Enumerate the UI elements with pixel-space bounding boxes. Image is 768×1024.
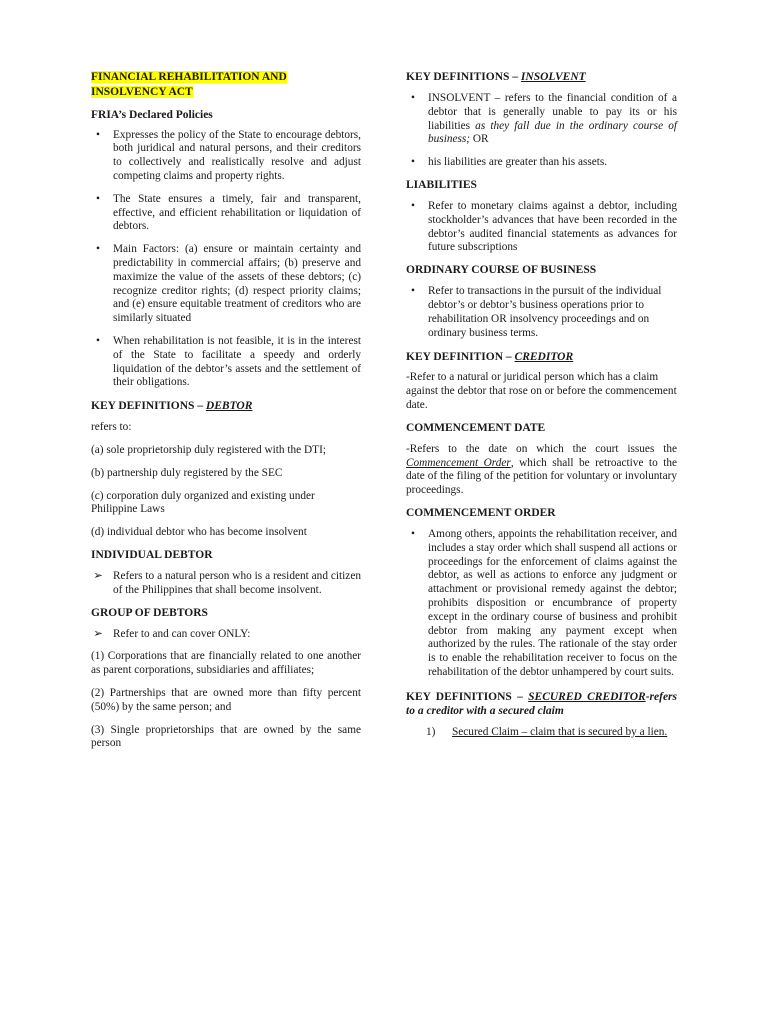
commencement-order-list	[406, 528, 677, 680]
commencement-date-text: -Refers to the date on which the court issues the Commencement Order, which shall be retroactive to the date of the filing of the petition for voluntary or involuntary proceedings.	[406, 442, 677, 497]
commencement-order-heading: COMMENCEMENT ORDER	[406, 506, 556, 519]
secured-creditor-heading: KEY DEFINITIONS – SECURED CREDITOR-refers to a creditor with a secured claim	[406, 690, 677, 717]
bullet-icon: •	[96, 128, 100, 141]
bullet-icon: •	[411, 156, 415, 169]
list-item: • Among others, appoints the rehabilitation receiver, and includes a stay order which shall suspend all actions or proceedings for the enforcement of claims against the debtor, as well as actions to enforce any judgment or attachment or provisional remedy against the debtor; prohibits disposition or encumbrance of property except in the ordinary course of business and prohibit debtor from making any payment except when authorized by the rules. The rationale of the stay order is to enable the rehabilitation receiver to focus on the rehabilitation of the debtor unhampered by court suits.	[406, 528, 677, 680]
individual-debtor-heading: INDIVIDUAL DEBTOR	[91, 548, 213, 561]
list-item: • Main Factors: (a) ensure or maintain certainty and predictability in commercial affairs; (b) preserve and maximize the value of the assets of these debtors; (c) recognize creditor rights; (d) respect priority claims; and (e) ensure equitable treatment of creditors who are similarly situated	[91, 243, 361, 326]
list-item: ➢ Refers to a natural person who is a resident and citizen of the Philippines that shall become insolvent.	[91, 570, 361, 598]
bullet-icon: •	[411, 199, 415, 212]
group-item: (2) Partnerships that are owned more than fifty percent (50%) by the same person; and	[91, 686, 361, 713]
bullet-icon: •	[411, 285, 415, 298]
bullet-icon: •	[96, 243, 100, 256]
group-item: (3) Single proprietorships that are owned by the same person	[91, 723, 361, 750]
list-item: • Expresses the policy of the State to encourage debtors, both juridical and natural persons, and their creditors to collectively and realistically resolve and adjust competing claims and property rights.	[91, 129, 361, 184]
bullet-icon: •	[411, 527, 415, 540]
bullet-icon: •	[96, 192, 100, 205]
debtor-refers: refers to:	[91, 421, 132, 434]
policies-heading: FRIA’s Declared Policies	[91, 108, 213, 121]
group-debtors-intro	[91, 628, 361, 642]
list-item: • The State ensures a timely, fair and transparent, effective, and efficient rehabilitation or liquidation of debtors.	[91, 193, 361, 234]
debtor-item: (d) individual debtor who has become insolvent	[91, 526, 307, 539]
insolvent-list	[406, 92, 677, 170]
bullet-icon: •	[96, 334, 100, 347]
list-item: ➢ Refer to and can cover ONLY:	[91, 628, 361, 642]
debtor-item: (a) sole proprietorship duly registered with the DTI;	[91, 443, 326, 456]
arrow-bullet-icon: ➢	[93, 569, 103, 582]
right-column	[406, 70, 677, 740]
list-item: • Refer to transactions in the pursuit of the individual debtor’s or debtor’s business operations prior to rehabilitation OR insolvency proceedings and on ordinary business terms.	[406, 285, 677, 340]
list-item: • his liabilities are greater than his assets.	[406, 156, 677, 170]
ordinary-course-heading: ORDINARY COURSE OF BUSINESS	[406, 264, 597, 277]
bullet-icon: •	[411, 92, 415, 104]
group-item: (1) Corporations that are financially related to one another as parent corporations, subsidiaries and affiliates;	[91, 650, 361, 677]
ordinary-course-list	[406, 285, 677, 340]
debtor-heading: KEY DEFINITIONS – DEBTOR	[91, 400, 253, 413]
commencement-date-heading: COMMENCEMENT DATE	[406, 421, 546, 434]
liabilities-list	[406, 200, 677, 255]
list-item: • Refer to monetary claims against a debtor, including stockholder’s advances that have been recorded in the debtor’s audited financial statements as advances for future subscriptions	[406, 200, 677, 255]
debtor-item: (b) partnership duly registered by the SEC	[91, 466, 283, 479]
debtor-item: (c) corporation duly organized and existing under Philippine Laws	[91, 489, 315, 516]
liabilities-heading: LIABILITIES	[406, 178, 477, 191]
document-title: FINANCIAL REHABILITATION AND INSOLVENCY ACT	[91, 71, 287, 98]
creditor-text: -Refer to a natural or juridical person which has a claim against the debtor that rose on or before the commencement date.	[406, 371, 677, 411]
list-item: • INSOLVENT – refers to the financial condition of a debtor that is generally unable to pay its or his liabilities as they fall due in the ordinary course of business; OR	[406, 92, 677, 147]
policies-list	[91, 129, 361, 391]
insolvent-heading: KEY DEFINITIONS – INSOLVENT	[406, 71, 586, 83]
left-column	[91, 70, 361, 751]
list-item: • When rehabilitation is not feasible, it is in the interest of the State to facilitate a speedy and orderly liquidation of the debtor’s assets and the settlement of their obligations.	[91, 335, 361, 390]
secured-claim-item: 1) Secured Claim – claim that is secured by a lien.	[426, 725, 668, 738]
creditor-heading: KEY DEFINITION – CREDITOR	[406, 351, 574, 364]
individual-debtor-list	[91, 570, 361, 598]
group-debtors-heading: GROUP OF DEBTORS	[91, 606, 208, 619]
arrow-bullet-icon: ➢	[93, 627, 103, 640]
item-number: 1)	[426, 725, 436, 738]
